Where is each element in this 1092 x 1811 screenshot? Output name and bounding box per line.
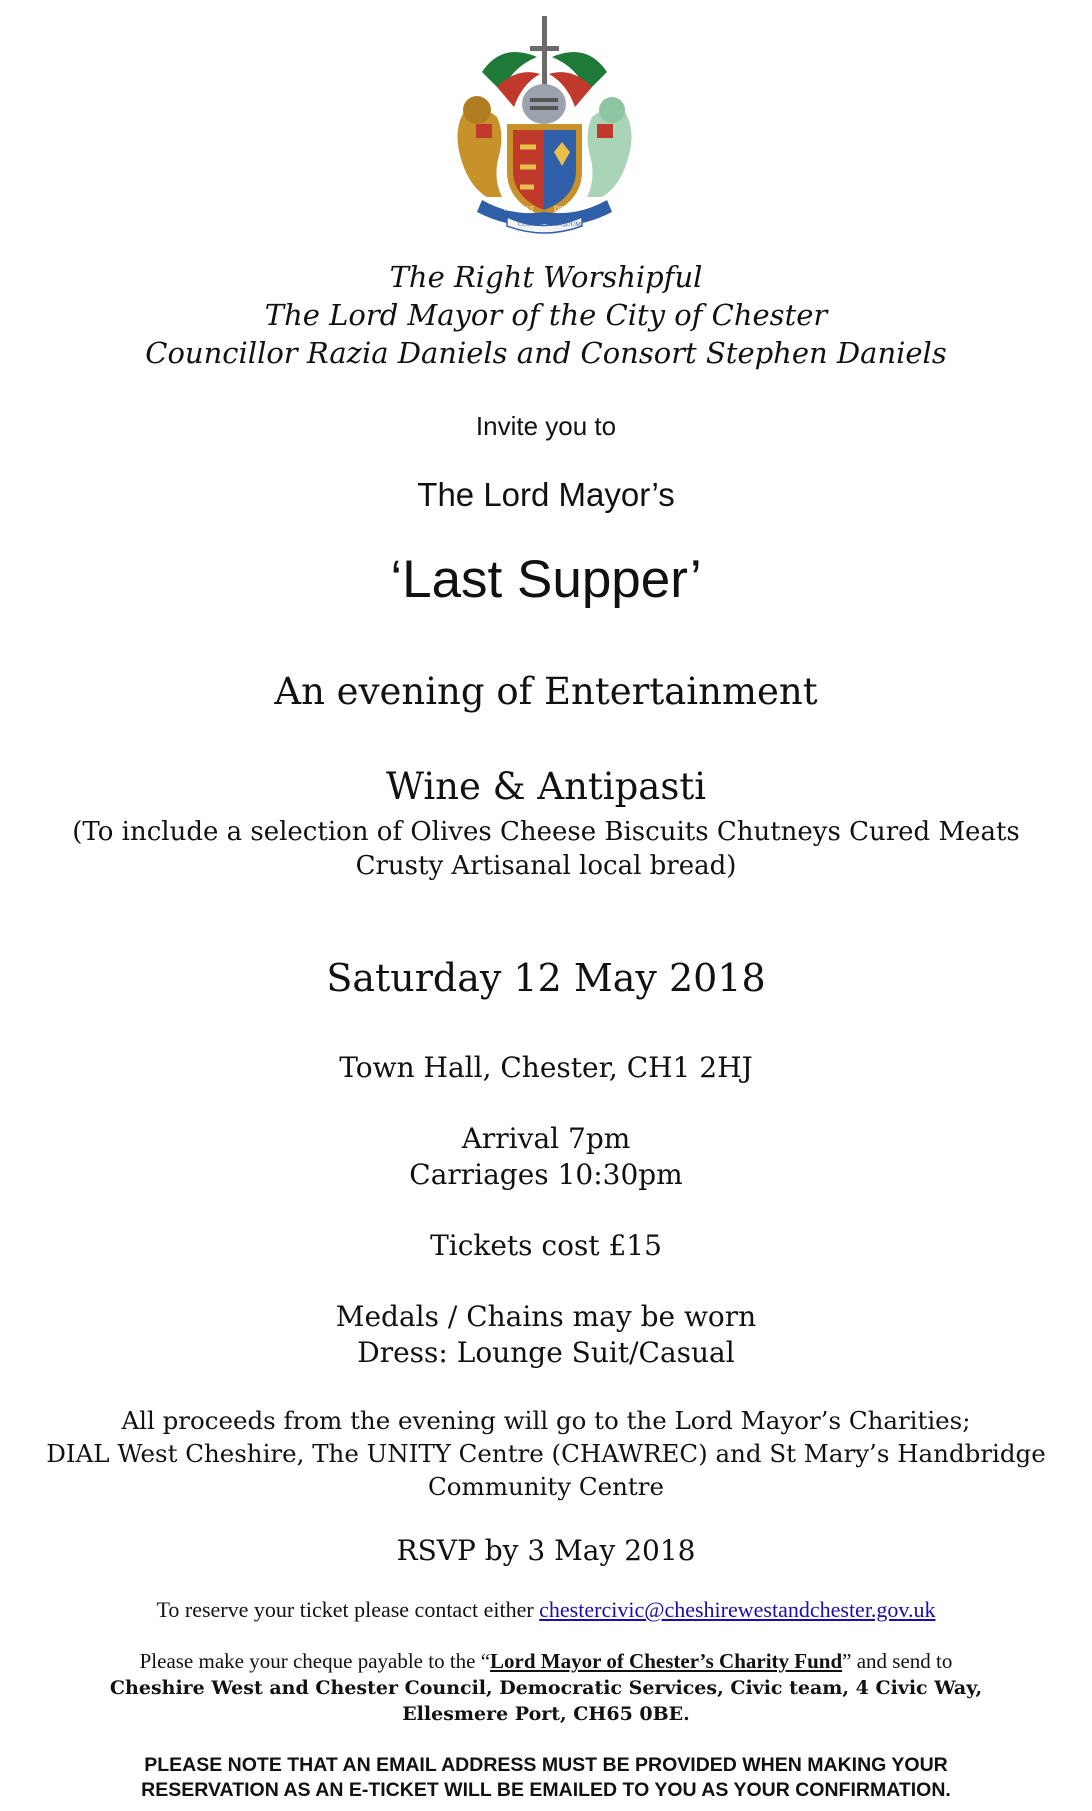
venue: Town Hall, Chester, CH1 2HJ xyxy=(339,1051,753,1084)
cheque-address-2: Ellesmere Port, CH65 0BE. xyxy=(402,1703,690,1725)
reserve-text: To reserve your ticket please contact either xyxy=(156,1597,540,1622)
coat-of-arms-icon xyxy=(442,12,647,237)
cheque-prefix: Please make your cheque payable to the “ xyxy=(139,1649,491,1673)
event-title: ‘Last Supper’ xyxy=(390,550,702,609)
dress-code: Dress: Lounge Suit/Casual xyxy=(357,1336,735,1369)
charities-line-2: DIAL West Cheshire, The UNITY Centre (CHAWREC) and St Mary’s Handbridge xyxy=(46,1439,1046,1468)
cheque-address-1: Cheshire West and Chester Council, Democratic Services, Civic team, 4 Civic Way, xyxy=(109,1677,983,1699)
charity-fund-name: Lord Mayor of Chester’s Charity Fund xyxy=(490,1649,843,1673)
charities-line-3: Community Centre xyxy=(428,1472,664,1501)
notice-line-2: RESERVATION AS AN E-TICKET WILL BE EMAILED TO YOU AS YOUR CONFIRMATION. xyxy=(141,1779,951,1801)
reserve-email-link[interactable]: chestercivic@cheshirewestandchester.gov.uk xyxy=(539,1597,936,1622)
cheque-suffix: ” and send to xyxy=(842,1649,953,1673)
cheque-line xyxy=(0,1648,1092,1675)
event-owner: The Lord Mayor’s xyxy=(417,476,675,513)
host-line-1: The Right Worshipful xyxy=(389,260,703,294)
menu-line-1: (To include a selection of Olives Cheese Biscuits Chutneys Cured Meats xyxy=(72,817,1020,847)
host-line-3: Councillor Razia Daniels and Consort Stephen Daniels xyxy=(145,336,947,370)
motto-right-text: DIEBUS xyxy=(554,205,580,213)
menu-line-2: Crusty Artisanal local bread) xyxy=(355,851,737,881)
menu-heading: Wine & Antipasti xyxy=(385,765,707,808)
ticket-price: Tickets cost £15 xyxy=(430,1229,662,1262)
arrival-time: Arrival 7pm xyxy=(461,1122,631,1155)
invite-text: Invite you to xyxy=(475,411,617,441)
motto-bottom-text: COLANT ANTIQUUM xyxy=(518,221,581,228)
medals-note: Medals / Chains may be worn xyxy=(335,1300,757,1333)
charities-line-1: All proceeds from the evening will go to the Lord Mayor’s Charities; xyxy=(121,1406,971,1435)
carriages-time: Carriages 10:30pm xyxy=(409,1158,683,1191)
motto-left-text: ANTIQUI xyxy=(504,205,534,213)
rsvp-date: RSVP by 3 May 2018 xyxy=(396,1534,696,1567)
reserve-line xyxy=(0,1596,1092,1624)
event-date: Saturday 12 May 2018 xyxy=(326,956,766,1000)
host-line-2: The Lord Mayor of the City of Chester xyxy=(264,298,828,332)
event-subtitle: An evening of Entertainment xyxy=(274,670,818,713)
notice-line-1: PLEASE NOTE THAT AN EMAIL ADDRESS MUST BE PROVIDED WHEN MAKING YOUR xyxy=(144,1754,948,1776)
